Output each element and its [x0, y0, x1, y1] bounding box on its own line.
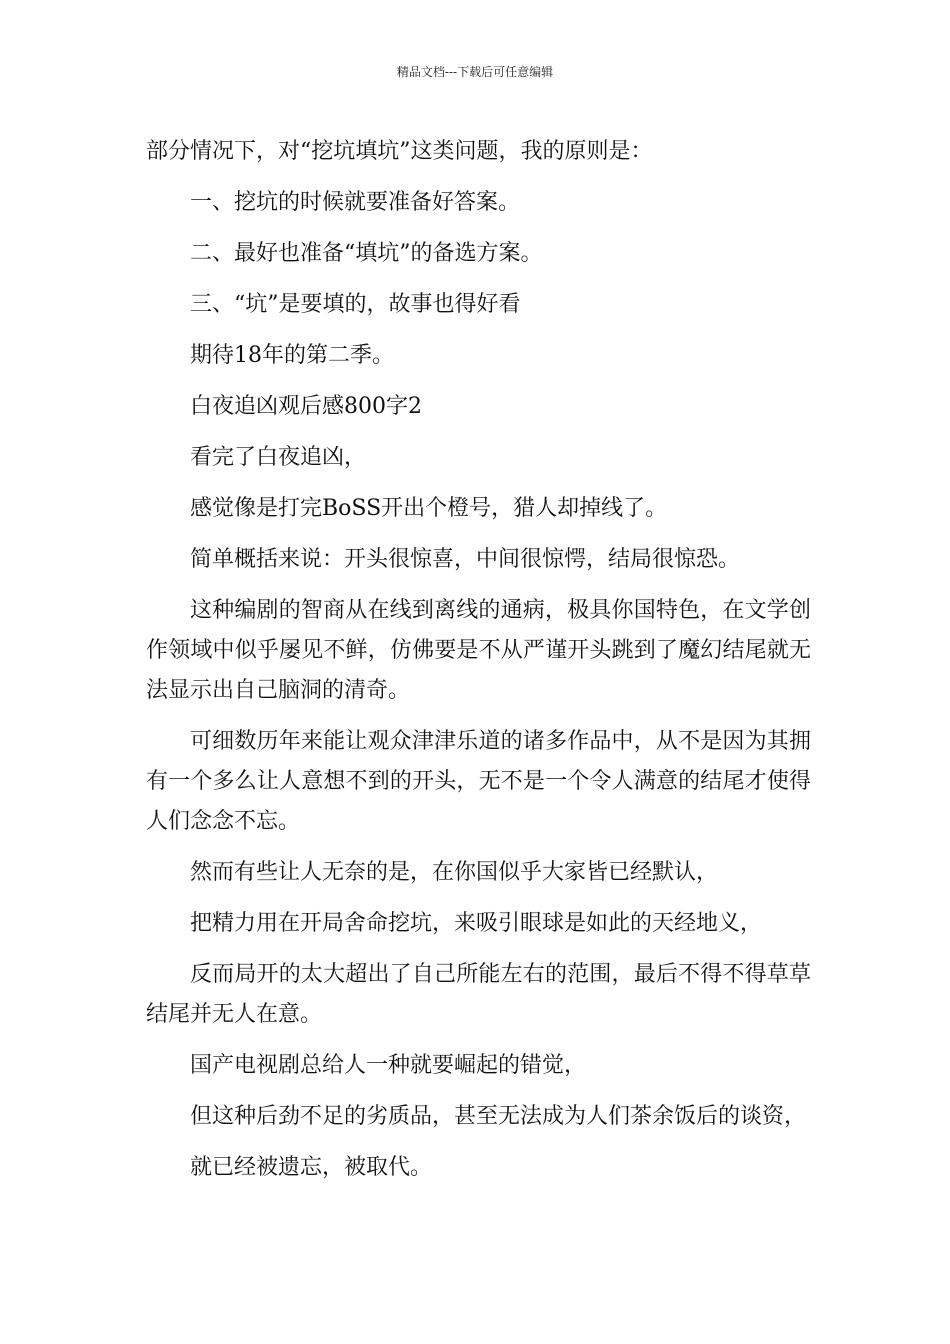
paragraph: 这种编剧的智商从在线到离线的通病，极具你国特色，在文学创作领域中似乎屡见不鲜，仿佛要是不从严谨开头跳到了魔幻结尾就无法显示出自己脑洞的清奇。	[146, 598, 811, 703]
paragraph: 反而局开的太大超出了自己所能左右的范围，最后不得不得草草结尾并无人在意。	[146, 962, 811, 1027]
document-body	[146, 132, 811, 1199]
paragraph: 看完了白夜追凶，	[190, 445, 367, 470]
paragraph: 一、挖坑的时候就要准备好答案。	[190, 190, 521, 215]
paragraph: 就已经被遗忘，被取代。	[190, 1155, 433, 1180]
paragraph: 然而有些让人无奈的是，在你国似乎大家皆已经默认，	[190, 860, 719, 885]
paragraph: 三、“坑”是要填的，故事也得好看	[190, 292, 521, 317]
paragraph: 简单概括来说：开头很惊喜，中间很惊愕，结局很惊恐。	[190, 547, 741, 572]
page-header: 精品文档---下载后可任意编辑	[396, 65, 554, 79]
paragraph: 可细数历年来能让观众津津乐道的诸多作品中，从不是因为其拥有一个多么让人意想不到的开头，无不是一个令人满意的结尾才使得人们念念不忘。	[146, 729, 811, 834]
paragraph: 部分情况下，对“挖坑填坑”这类问题，我的原则是：	[146, 139, 653, 164]
paragraph: 二、最好也准备“填坑”的备选方案。	[190, 241, 543, 266]
paragraph: 白夜追凶观后感800字2	[190, 394, 422, 419]
paragraph: 国产电视剧总给人一种就要崛起的错觉，	[190, 1053, 587, 1078]
paragraph: 期待18年的第二季。	[190, 343, 394, 368]
paragraph: 感觉像是打完BoSS开出个橙号，猎人却掉线了。	[190, 496, 668, 521]
paragraph: 但这种后劲不足的劣质品，甚至无法成为人们茶余饭后的谈资，	[190, 1104, 807, 1129]
paragraph: 把精力用在开局舍命挖坑，来吸引眼球是如此的天经地义，	[190, 911, 763, 936]
